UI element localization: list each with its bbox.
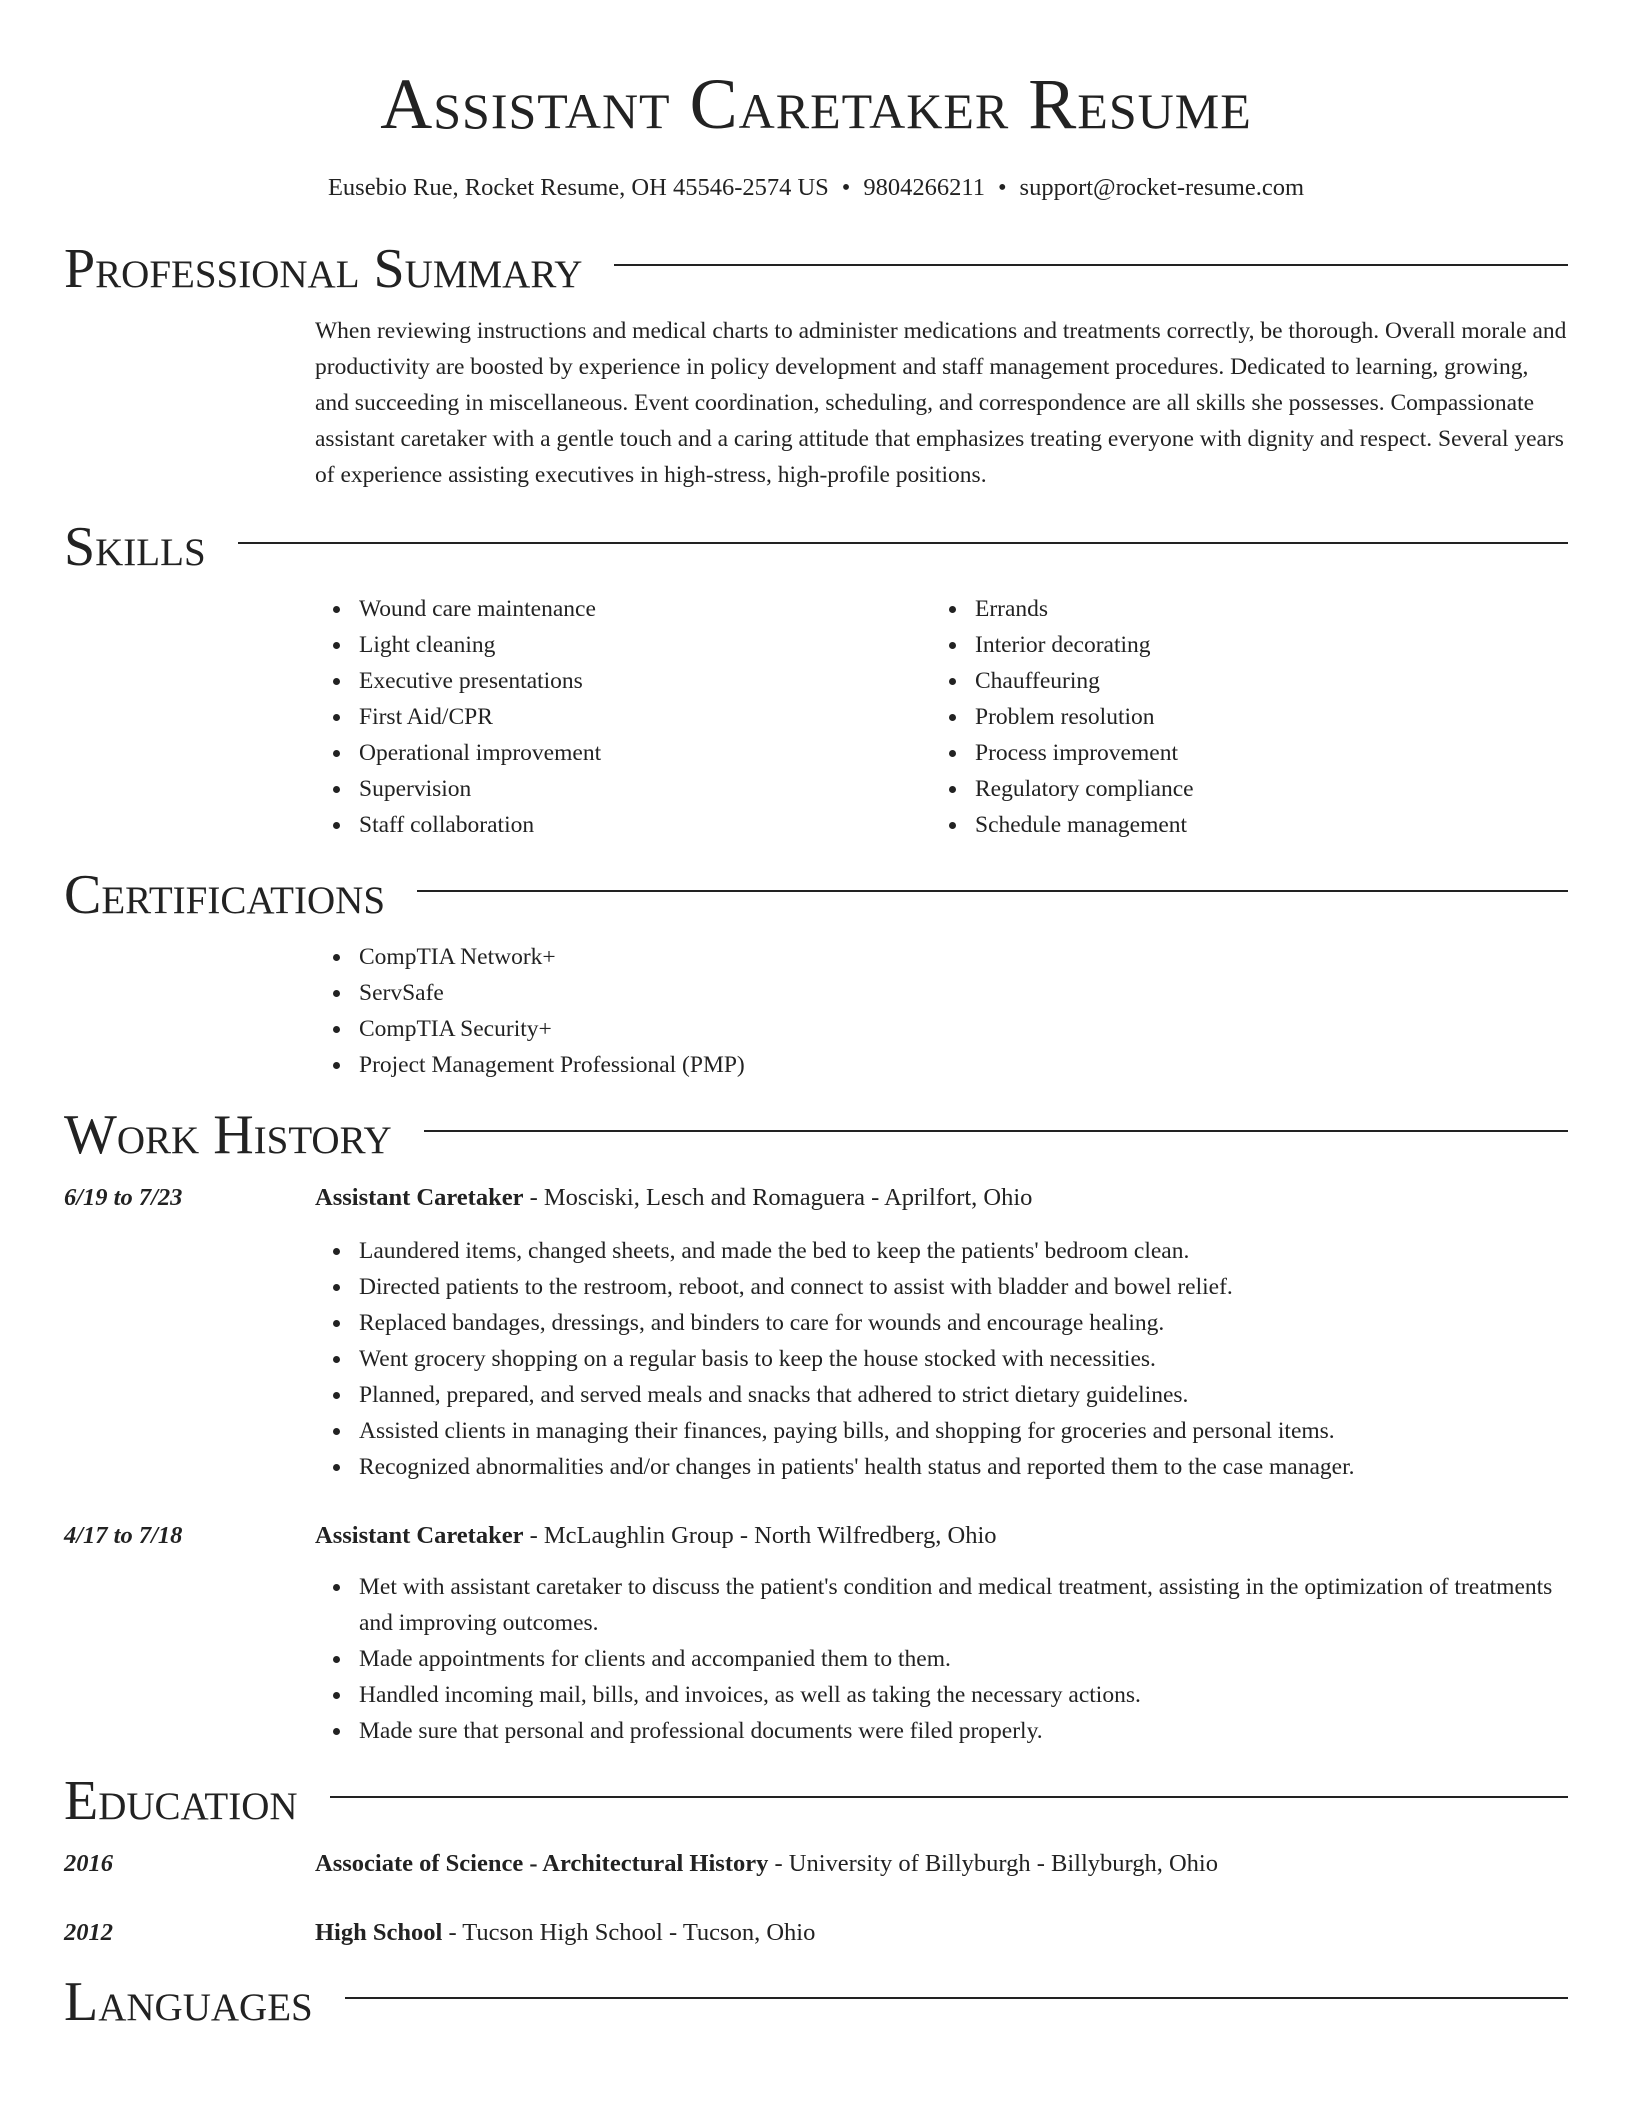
- education-school: - University of Billyburgh - Billyburgh, Ohio: [768, 1850, 1218, 1877]
- job-duties: [315, 1569, 1568, 1749]
- job-title: Assistant Caretaker: [315, 1522, 524, 1549]
- job-employer: - Mosciski, Lesch and Romaguera - Aprilfort, Ohio: [523, 1184, 1033, 1211]
- job-duty-item: Made sure that personal and professional documents were filed properly.: [315, 1713, 1568, 1749]
- section-divider: [330, 1796, 1568, 1798]
- job-description: [315, 1181, 1032, 1215]
- contact-phone: 9804266211: [863, 174, 985, 201]
- section-divider: [345, 1997, 1568, 1999]
- contact-separator: •: [997, 174, 1007, 201]
- education-entry: [64, 1847, 1568, 1881]
- job-duty-item: Replaced bandages, dressings, and binders to care for wounds and encourage healing.: [315, 1305, 1568, 1341]
- section-title: Professional Summary: [64, 238, 583, 300]
- summary-text: When reviewing instructions and medical charts to administer medications and treatments correctly, be thorough. Overall morale and productivity are boosted by experience in policy development and staff management procedures. Dedicated to learning, growing, and succeeding in miscellaneous. Event coordination, scheduling, and correspondence are all skills she possesses. Compassionate assistant caretaker with a gentle touch and a caring attitude that emphasizes treating everyone with dignity and respect. Several years of experience assisting executives in high-stress, high-profile positions.: [315, 318, 1567, 488]
- certification-item: Project Management Professional (PMP): [315, 1047, 1568, 1083]
- education-degree: High School: [315, 1919, 443, 1946]
- section-heading-summary: [64, 239, 1568, 299]
- skill-item: Executive presentations: [315, 663, 931, 699]
- section-title: Certifications: [64, 864, 386, 926]
- contact-line: [64, 173, 1568, 203]
- resume-page: [64, 0, 1568, 2032]
- job-entry: [64, 1519, 1568, 1749]
- skill-item: Operational improvement: [315, 735, 931, 771]
- section-heading-education: [64, 1771, 1568, 1831]
- skill-item: Errands: [931, 591, 1547, 627]
- skill-item: Problem resolution: [931, 699, 1547, 735]
- education-entry: [64, 1916, 1568, 1950]
- education-year: 2012: [64, 1919, 113, 1946]
- section-heading-skills: [64, 517, 1568, 577]
- skill-item: Supervision: [315, 771, 931, 807]
- job-duty-item: Assisted clients in managing their finances, paying bills, and shopping for groceries and personal items.: [315, 1413, 1568, 1449]
- education-year: 2016: [64, 1850, 113, 1877]
- job-duty-item: Met with assistant caretaker to discuss the patient's condition and medical treatment, assisting in the optimization of treatments and improving outcomes.: [315, 1569, 1568, 1641]
- job-duty-item: Planned, prepared, and served meals and snacks that adhered to strict dietary guidelines.: [315, 1377, 1568, 1413]
- job-duty-item: Directed patients to the restroom, reboot, and connect to assist with bladder and bowel relief.: [315, 1269, 1568, 1305]
- resume-title: Assistant Caretaker Resume: [380, 64, 1252, 144]
- section-title: Work History: [64, 1104, 392, 1166]
- skills-columns: [315, 591, 1568, 843]
- skill-item: Staff collaboration: [315, 807, 931, 843]
- skill-item: Interior decorating: [931, 627, 1547, 663]
- job-title: Assistant Caretaker: [315, 1184, 524, 1211]
- section-divider: [238, 542, 1568, 544]
- job-duty-item: Made appointments for clients and accompanied them to them.: [315, 1641, 1568, 1677]
- section-heading-work: [64, 1105, 1568, 1165]
- section-title: Languages: [64, 1971, 313, 2033]
- education-degree: Associate of Science - Architectural History: [315, 1850, 769, 1877]
- skill-item: Regulatory compliance: [931, 771, 1547, 807]
- job-duties: [315, 1233, 1568, 1485]
- education-school: - Tucson High School - Tucson, Ohio: [442, 1919, 816, 1946]
- certification-item: CompTIA Network+: [315, 939, 1568, 975]
- section-heading-certifications: [64, 865, 1568, 925]
- skill-item: First Aid/CPR: [315, 699, 931, 735]
- education-list: [64, 1847, 1568, 1950]
- job-duty-item: Laundered items, changed sheets, and made the bed to keep the patients' bedroom clean.: [315, 1233, 1568, 1269]
- job-dates: 4/17 to 7/18: [64, 1522, 183, 1549]
- section-divider: [417, 890, 1568, 892]
- job-entry: [64, 1181, 1568, 1485]
- job-duty-item: Recognized abnormalities and/or changes in patients' health status and reported them to the case manager.: [315, 1449, 1568, 1485]
- section-heading-languages: [64, 1972, 1568, 2032]
- skill-item: Process improvement: [931, 735, 1547, 771]
- job-header: [64, 1519, 1568, 1553]
- skill-item: Chauffeuring: [931, 663, 1547, 699]
- job-duty-item: Went grocery shopping on a regular basis to keep the house stocked with necessities.: [315, 1341, 1568, 1377]
- section-title: Skills: [64, 516, 206, 578]
- job-dates: 6/19 to 7/23: [64, 1184, 183, 1211]
- section-title: Education: [64, 1770, 298, 1832]
- certification-item: ServSafe: [315, 975, 1568, 1011]
- skill-item: Wound care maintenance: [315, 591, 931, 627]
- job-header: [64, 1181, 1568, 1215]
- skills-list-left: [315, 591, 931, 843]
- job-description: [315, 1519, 997, 1553]
- skill-item: Light cleaning: [315, 627, 931, 663]
- education-description: [315, 1916, 815, 1950]
- job-employer: - McLaughlin Group - North Wilfredberg, Ohio: [523, 1522, 997, 1549]
- contact-email[interactable]: support@rocket-resume.com: [1019, 174, 1305, 201]
- skills-list-right: [931, 591, 1547, 843]
- job-duty-item: Handled incoming mail, bills, and invoices, as well as taking the necessary actions.: [315, 1677, 1568, 1713]
- certifications-list: [315, 939, 1568, 1083]
- skill-item: Schedule management: [931, 807, 1547, 843]
- contact-address: Eusebio Rue, Rocket Resume, OH 45546-2574 US: [327, 174, 829, 201]
- education-description: [315, 1847, 1218, 1881]
- contact-separator: •: [841, 174, 851, 201]
- section-divider: [424, 1130, 1568, 1132]
- certification-item: CompTIA Security+: [315, 1011, 1568, 1047]
- section-divider: [614, 264, 1568, 266]
- work-history: [64, 1181, 1568, 1749]
